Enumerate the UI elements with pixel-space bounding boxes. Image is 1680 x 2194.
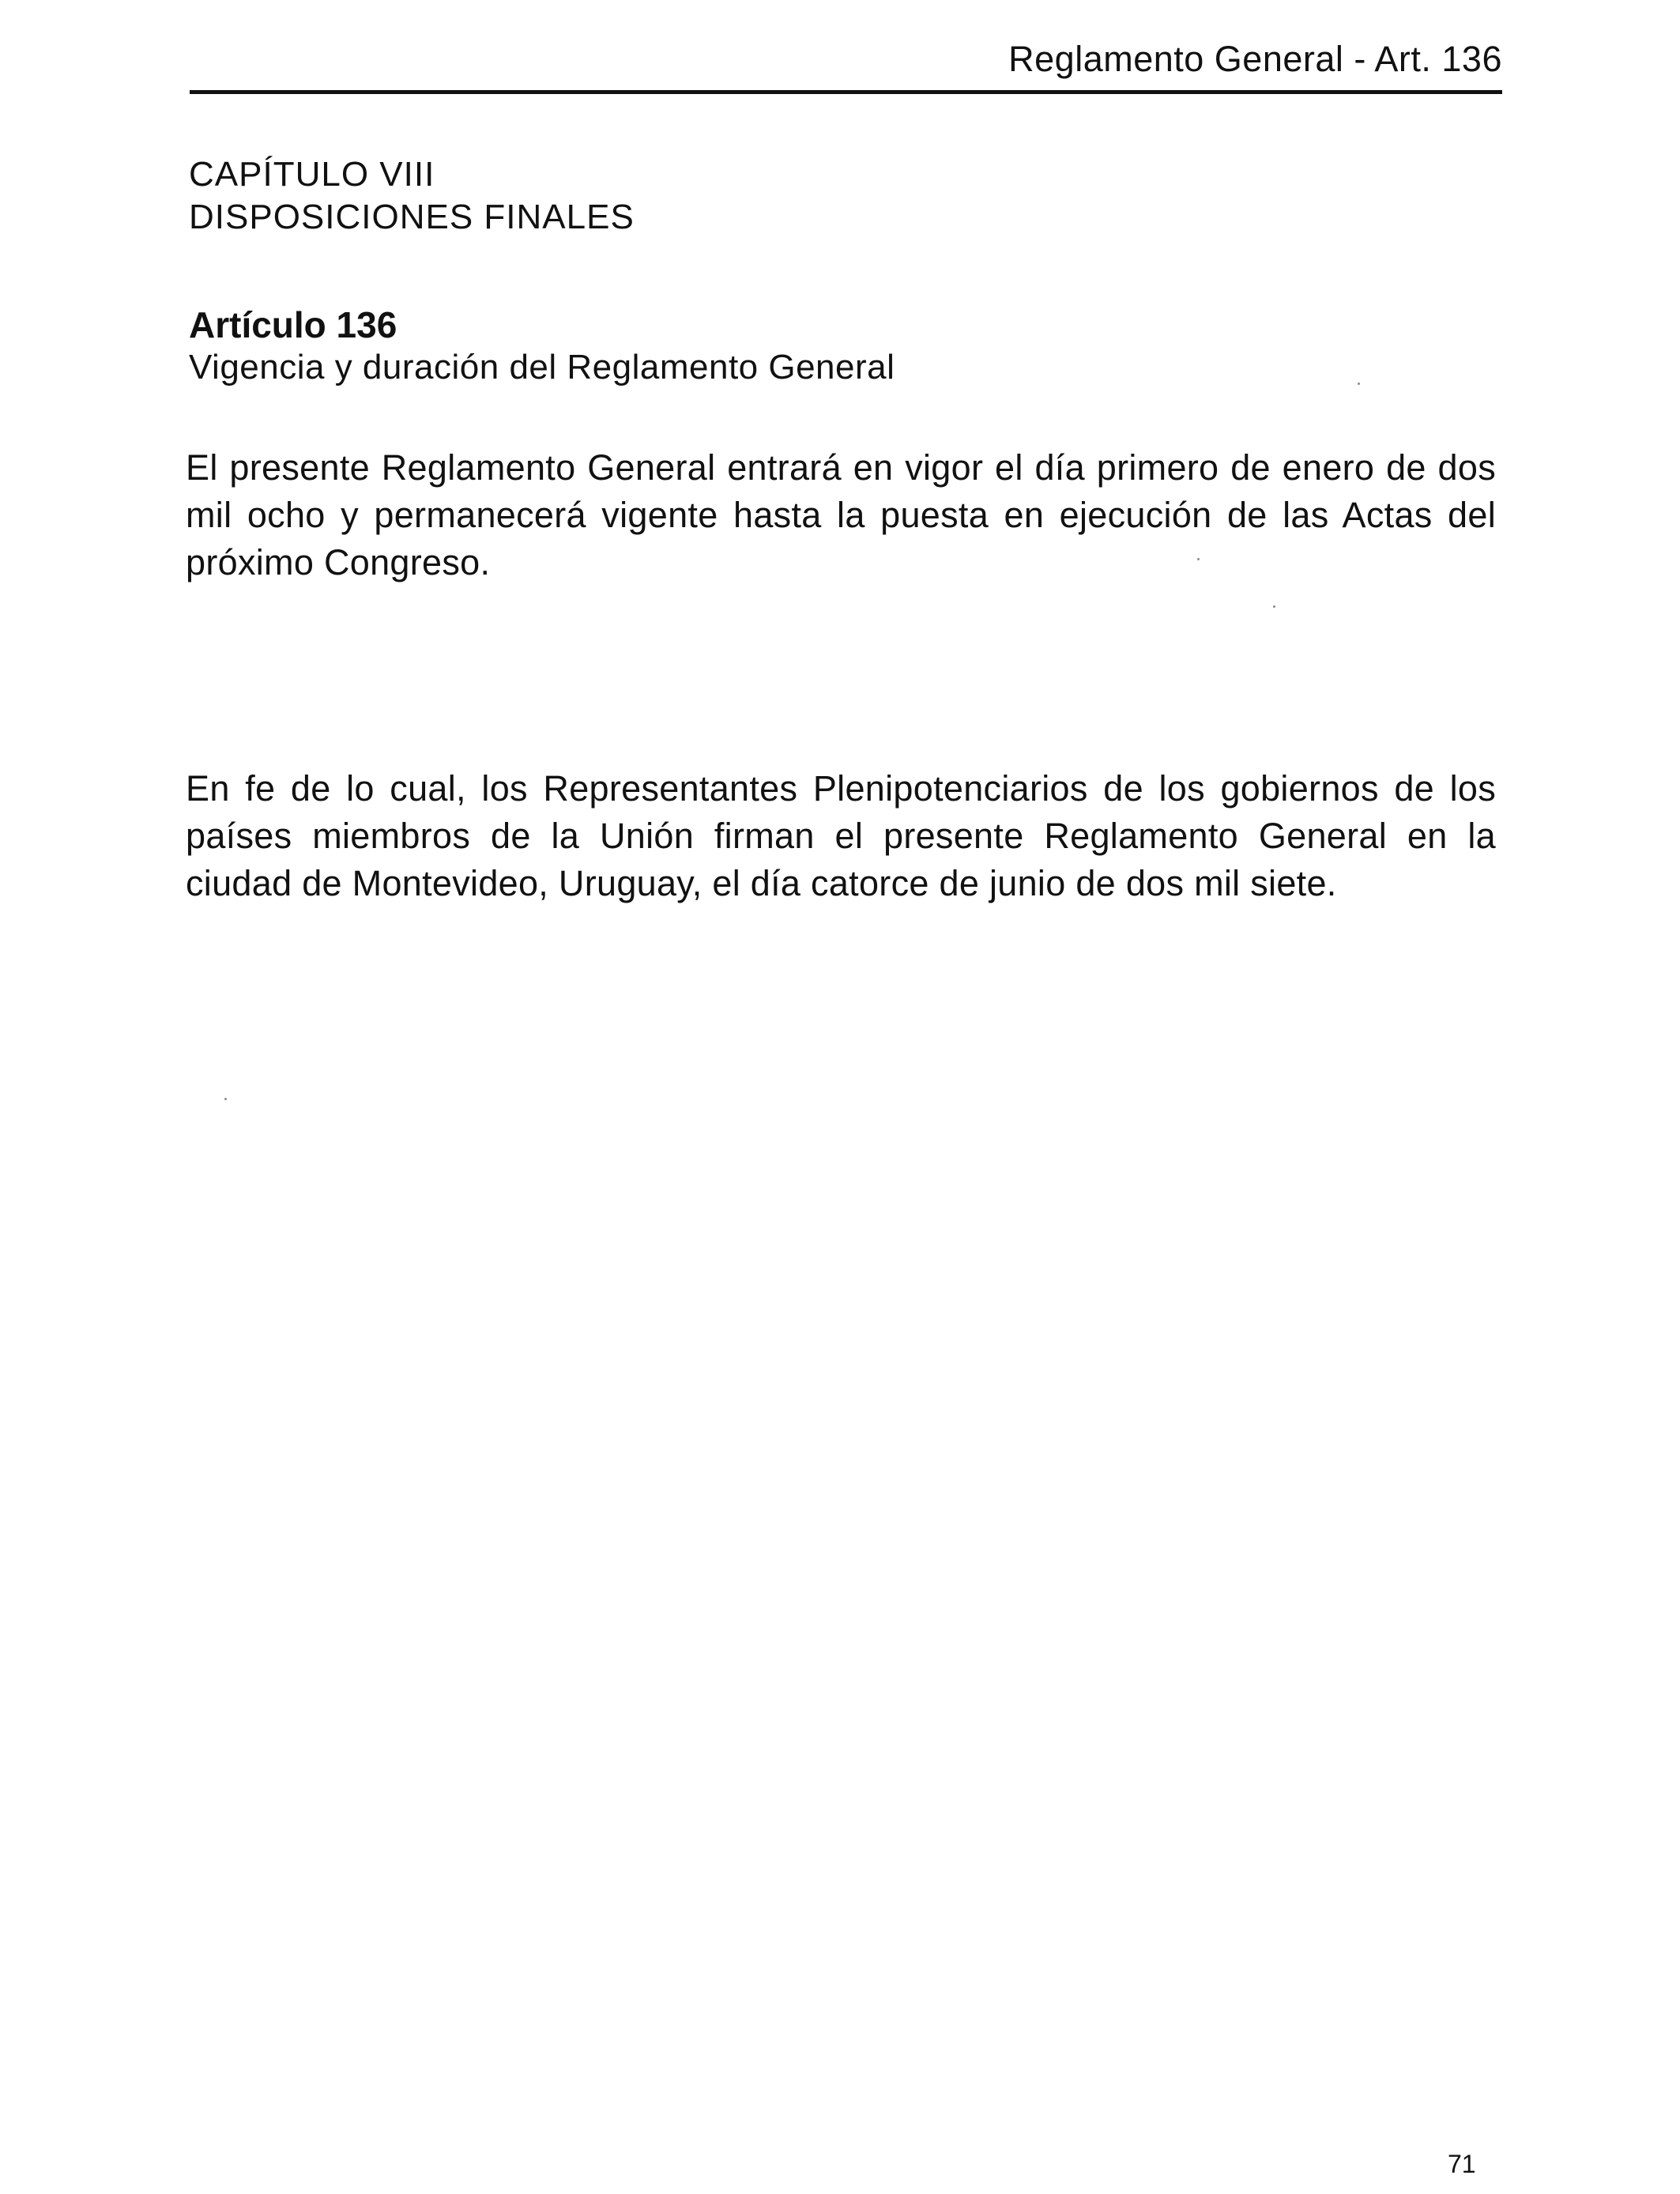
article-subtitle: Vigencia y duración del Reglamento General — [189, 348, 895, 386]
chapter-title: DISPOSICIONES FINALES — [189, 198, 635, 236]
article-heading — [189, 303, 895, 389]
scan-speck — [1273, 605, 1275, 608]
page-number: 71 — [1448, 2150, 1476, 2178]
article-body-paragraph: El presente Reglamento General entrará en vigor el día primero de enero de dos mil ocho y permanecerá vigente hasta la puesta en ejecución de las Actas del próximo Congreso. — [186, 447, 1496, 582]
scan-speck — [1358, 383, 1360, 385]
scan-speck — [1197, 558, 1200, 560]
running-header: Reglamento General - Art. 136 — [1008, 39, 1502, 79]
chapter-number: CAPÍTULO VIII — [189, 155, 435, 194]
article-number: Artículo 136 — [189, 304, 397, 345]
scan-speck — [224, 1098, 227, 1100]
header-rule — [190, 90, 1502, 94]
signature-clause-paragraph: En fe de lo cual, los Representantes Plenipotenciarios de los gobiernos de los países miembros de la Unión firman el presente Reglamento General en la ciudad de Montevideo, Uruguay, el día catorce de junio de dos mil siete. — [186, 768, 1496, 903]
chapter-heading — [189, 153, 635, 239]
